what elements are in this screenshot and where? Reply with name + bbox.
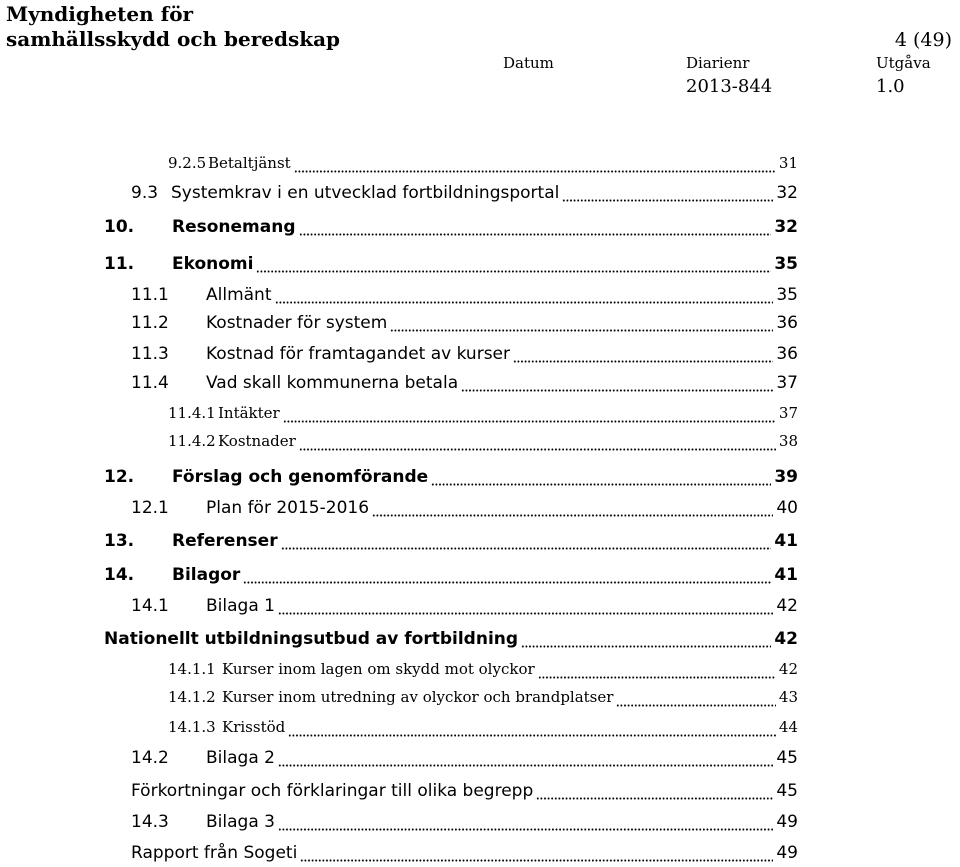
toc-entry[interactable] (131, 781, 798, 805)
toc-entry-number: 9.2.5 (168, 154, 207, 172)
toc-entry-title: Bilaga 1 (206, 596, 275, 616)
toc-dot-leader (538, 676, 776, 679)
toc-dot-leader (243, 581, 771, 584)
toc-entry-title: Allmänt (206, 285, 272, 305)
toc-entry-page: 43 (778, 688, 798, 706)
toc-dot-leader (431, 483, 771, 486)
toc-dot-leader (372, 514, 773, 517)
toc-entry-number: 11. (104, 254, 135, 274)
toc-dot-leader (294, 170, 776, 173)
toc-entry-number: 11.4.1 (168, 404, 216, 422)
toc-entry-page: 35 (776, 285, 798, 305)
toc-entry-page: 49 (776, 843, 798, 863)
toc-entry-title: Intäkter (218, 404, 280, 422)
toc-entry-number: 13. (104, 531, 135, 551)
toc-dot-leader (256, 270, 771, 273)
toc-entry-title: Förslag och genomförande (172, 467, 429, 487)
toc-dot-leader (390, 329, 773, 332)
toc-entry-number: 9.3 (131, 183, 159, 203)
toc-entry-number: 11.4 (131, 373, 169, 393)
toc-entry[interactable] (104, 217, 798, 241)
toc-entry-page: 45 (776, 748, 798, 768)
toc-dot-leader (513, 360, 773, 363)
toc-entry-title: Ekonomi (172, 254, 254, 274)
toc-dot-leader (278, 764, 773, 767)
toc-entry-page: 32 (774, 217, 798, 237)
toc-entry-title: Kostnad för framtagandet av kurser (206, 344, 510, 364)
toc-entry-title: Betaltjänst (208, 154, 291, 172)
toc-entry-number: 14.1.2 (168, 688, 216, 706)
toc-entry[interactable] (104, 565, 798, 589)
toc-entry-number: 14.3 (131, 812, 169, 832)
utgava-value: 1.0 (876, 76, 905, 97)
toc-entry-title: Kostnader (218, 432, 296, 450)
diarienr-label: Diarienr (686, 54, 750, 72)
toc-entry-page: 37 (776, 373, 798, 393)
toc-entry[interactable] (131, 183, 798, 207)
toc-dot-leader (461, 389, 773, 392)
toc-entry-page: 41 (774, 565, 798, 585)
toc-entry-title: Kurser inom utredning av olyckor och brandplatser (222, 688, 614, 706)
toc-entry-page: 44 (778, 718, 798, 736)
toc-entry-title: Vad skall kommunerna betala (206, 373, 459, 393)
toc-entry[interactable] (168, 718, 798, 742)
toc-dot-leader (521, 645, 771, 648)
toc-entry-page: 37 (778, 404, 798, 422)
toc-entry-page: 38 (778, 432, 798, 450)
toc-entry-number: 11.2 (131, 313, 169, 333)
toc-entry-number: 14.1.3 (168, 718, 216, 736)
toc-entry-page: 31 (778, 154, 798, 172)
toc-entry-number: 11.4.2 (168, 432, 216, 450)
toc-entry-page: 32 (776, 183, 798, 203)
toc-dot-leader (275, 301, 774, 304)
utgava-label: Utgåva (876, 54, 931, 72)
toc-entry-number: 14.1 (131, 596, 169, 616)
toc-entry[interactable] (168, 154, 798, 178)
toc-entry[interactable] (168, 660, 798, 684)
toc-entry-title: Bilagor (172, 565, 241, 585)
toc-entry-page: 45 (776, 781, 798, 801)
toc-entry-number: 12. (104, 467, 135, 487)
toc-entry-title: Kurser inom lagen om skydd mot olyckor (222, 660, 535, 678)
toc-dot-leader (288, 734, 776, 737)
toc-entry[interactable] (131, 748, 798, 772)
toc-entry-page: 42 (776, 596, 798, 616)
toc-entry-page: 35 (774, 254, 798, 274)
toc-entry-number: 12.1 (131, 498, 169, 518)
toc-entry[interactable] (104, 467, 798, 491)
toc-entry[interactable] (168, 432, 798, 456)
toc-entry-number: 14.2 (131, 748, 169, 768)
toc-entry[interactable] (104, 254, 798, 278)
toc-entry[interactable] (168, 688, 798, 712)
toc-entry-title: Krisstöd (222, 718, 286, 736)
toc-entry-number: 10. (104, 217, 135, 237)
organization-name-line-2: samhällsskydd och beredskap (6, 27, 341, 51)
diarienr-value: 2013-844 (686, 76, 773, 97)
toc-entry[interactable] (131, 596, 798, 620)
toc-entry-title: Förkortningar och förklaringar till olika begrepp (131, 781, 534, 801)
datum-label: Datum (503, 54, 554, 72)
page-number: 4 (49) (894, 29, 952, 51)
toc-entry-page: 36 (776, 313, 798, 333)
toc-entry-title: Bilaga 3 (206, 812, 275, 832)
toc-entry-page: 40 (776, 498, 798, 518)
toc-entry[interactable] (104, 629, 798, 653)
toc-dot-leader (562, 199, 773, 202)
toc-entry-title: Nationellt utbildningsutbud av fortbildning (104, 629, 519, 649)
organization-name-line-1: Myndigheten för (6, 2, 194, 26)
toc-dot-leader (616, 704, 775, 707)
toc-entry-title: Rapport från Sogeti (131, 843, 298, 863)
toc-dot-leader (299, 233, 772, 236)
toc-entry-number: 11.3 (131, 344, 169, 364)
toc-dot-leader (536, 797, 773, 800)
toc-entry-page: 41 (774, 531, 798, 551)
toc-entry[interactable] (131, 313, 798, 337)
toc-entry-page: 42 (778, 660, 798, 678)
toc-entry[interactable] (131, 843, 798, 867)
toc-entry-title: Systemkrav i en utvecklad fortbildningsportal (171, 183, 560, 203)
toc-entry-title: Resonemang (172, 217, 296, 237)
toc-entry-number: 14.1.1 (168, 660, 216, 678)
toc-entry-title: Plan för 2015-2016 (206, 498, 370, 518)
toc-entry-page: 42 (774, 629, 798, 649)
toc-dot-leader (299, 448, 776, 451)
toc-dot-leader (283, 420, 776, 423)
toc-entry[interactable] (131, 812, 798, 836)
toc-entry[interactable] (168, 404, 798, 428)
toc-entry[interactable] (104, 531, 798, 555)
toc-entry-number: 11.1 (131, 285, 169, 305)
toc-entry-page: 49 (776, 812, 798, 832)
toc-dot-leader (281, 547, 772, 550)
toc-entry-title: Kostnader för system (206, 313, 388, 333)
toc-dot-leader (278, 612, 773, 615)
toc-entry-page: 36 (776, 344, 798, 364)
toc-entry-number: 14. (104, 565, 135, 585)
toc-entry-title: Referenser (172, 531, 278, 551)
toc-entry[interactable] (131, 373, 798, 397)
toc-entry[interactable] (131, 344, 798, 368)
toc-dot-leader (278, 828, 773, 831)
toc-entry[interactable] (131, 498, 798, 522)
toc-entry[interactable] (131, 285, 798, 309)
toc-entry-page: 39 (774, 467, 798, 487)
toc-entry-title: Bilaga 2 (206, 748, 275, 768)
